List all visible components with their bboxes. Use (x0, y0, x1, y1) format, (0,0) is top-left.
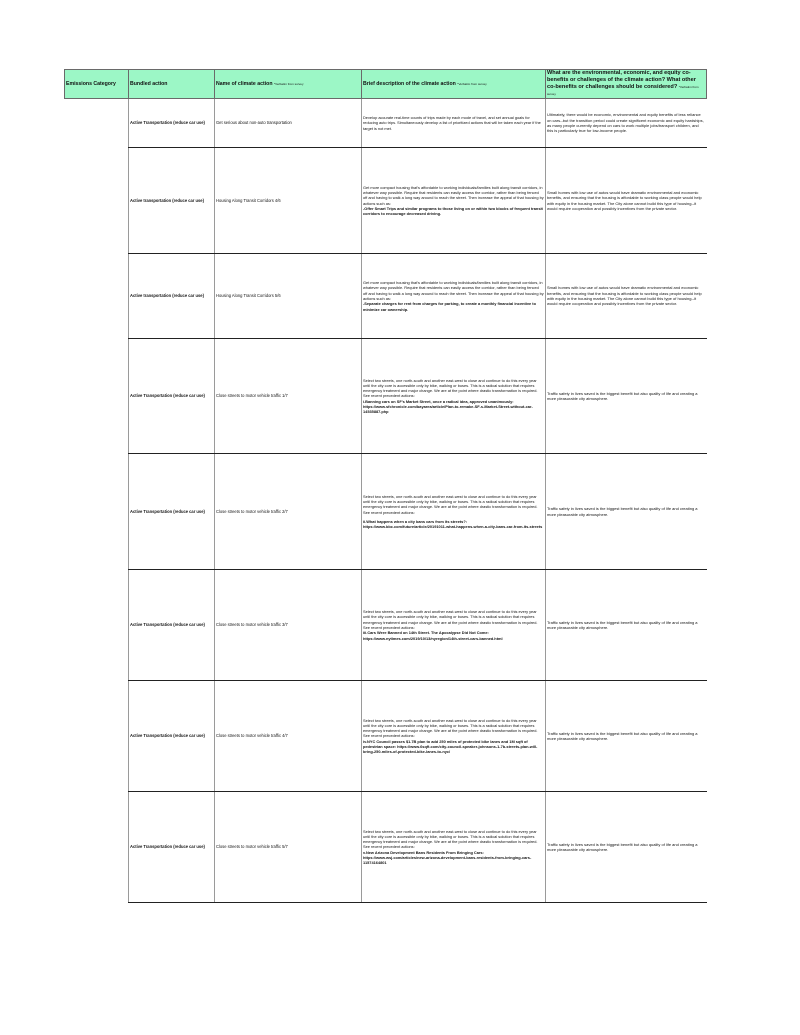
table-row (65, 148, 707, 254)
table-row (65, 792, 707, 903)
description-cell (362, 99, 546, 148)
description-bold-text: iii.Cars Were Banned on 14th Street. The Apocalypse Did Not Come: https://www.nytimes.com/2019/10/13/nyregion/14th-street-cars-banned.html (363, 630, 503, 641)
header-bundled-action: Bundled action (129, 70, 215, 99)
description-text: Select two streets, one north-south and another east-west to close and continue to do this every year until the city core is accessible only by bike, walking or buses. This is a radical solution that requires emergency treatment and major change. We are at the point where drastic transformation is required. See recent precedent actions: (363, 717, 538, 739)
description-text: Select two streets, one north-south and another east-west to close and continue to do this every year until the city core is accessible only by bike, walking or buses. This is a radical solution that requires emergency treatment and major change. We are at the point where drastic transformation is required. See recent precedent actions: (363, 828, 538, 850)
description-bold-text: -Separate charges for rent from charges for parking, to create a monthly financial incentive to minimize car ownership. (363, 301, 536, 312)
bundled-action-cell: Active Transportation (reduce car use) (129, 339, 215, 454)
header-cobenefits-note: *Verbatim from survey (547, 85, 699, 97)
emissions-category-cell (65, 254, 129, 339)
table-row (65, 570, 707, 681)
cobenefits-cell: Traffic safety in lives saved is the biggest benefit but also quality of life and creating a more pleasurable city atmosphere. (546, 339, 707, 454)
cobenefits-cell: Ultimately, there would be economic, environmental and equity benefits of less reliance on cars--but the transition period could create significent economic and equity hardships, as many people currently depend on cars to work multiple jobs/transport children, and this is particularly true for low-income people. (546, 99, 707, 148)
emissions-category-cell (65, 99, 129, 148)
description-cell (362, 148, 546, 254)
description-bold-text: i.Banning cars on SF's Market Street, once a radical idea, approved unanimously: https://www.sfchronicle.com/bayarea/article/Plan-to-remake-SF-s-Market-Street-without-car-14535887.php (363, 398, 533, 415)
emissions-category-cell (65, 792, 129, 903)
climate-actions-table (64, 69, 707, 903)
header-desc-note: *Verbatim from survey (457, 81, 487, 86)
action-name-cell: Close streets to motor vehicle traffic 3/7 (215, 570, 362, 681)
table-row (65, 99, 707, 148)
description-text: Select two streets, one north-south and another east-west to close and continue to do this every year until the city core is accessible only by bike, walking or buses. This is a radical solution that requires emergency treatment and major change. We are at the point where drastic transformation is required. See recent precedent actions: (363, 493, 538, 515)
description-cell (362, 570, 546, 681)
emissions-category-cell (65, 339, 129, 454)
table-row (65, 339, 707, 454)
action-name-cell: Housing Along Transit Corridors 4/6 (215, 148, 362, 254)
description-cell (362, 339, 546, 454)
description-cell (362, 254, 546, 339)
bundled-action-cell: Active Transportation (reduce car use) (129, 681, 215, 792)
header-desc-label: Brief description of the climate action (363, 80, 456, 87)
description-cell (362, 681, 546, 792)
header-name-of-action (215, 70, 362, 99)
header-cobenefits (546, 70, 707, 99)
description-bold-text: ii.What happens when a city bans cars from its streets?: https://www.bbc.com/future/article/20191011-what-happens-when-a-city-bans-car-from-its-streets (363, 518, 543, 530)
emissions-category-cell (65, 454, 129, 570)
action-name-cell: Get serious about non-auto transportation (215, 99, 362, 148)
header-description (362, 70, 546, 99)
header-name-note: *Verbatim from survey (273, 81, 304, 86)
action-name-cell: Housing Along Transit Corridors 5/6 (215, 254, 362, 339)
bundled-action-cell: Active Transportation (reduce car use) (129, 792, 215, 903)
action-name-cell: Close streets to motor vehicle traffic 5/7 (215, 792, 362, 903)
description-bold-text: -Offer Smart Trips and similar programs to those living on or within two blocks of frequent transit corridors to encourage decreased driving. (363, 205, 543, 217)
bundled-action-cell: Active Transportation (reduce car use) (129, 99, 215, 148)
cobenefits-cell: Traffic safety in lives saved is the biggest benefit but also quality of life and creating a more pleasurable city atmosphere. (546, 792, 707, 903)
description-text: Select two streets, one north-south and another east-west to close and continue to do this every year until the city core is accessible only by bike, walking or buses. This is a radical solution that requires emergency treatment and major change. We are at the point where drastic transformation is required. See recent precedent actions: (363, 377, 538, 399)
table-body (65, 99, 707, 903)
table-row (65, 454, 707, 570)
header-emissions-category: Emissions Category (65, 70, 129, 99)
cobenefits-cell: Small homes with low use of autos would have dramatic environmental and economic benefits, and ensuring that the housing is affordable to working class people would help with equity in the housing market. The City alone cannot build this type of housing--it would require cooperation and possibly incentives from the private sector. (546, 148, 707, 254)
description-text: Get more compact housing that's affordable to working individuals/families built along transit corridors, in whatever way possible. Require that residents can easily access the corridor, rather than being fenced off and having to walk a long way around to reach the street. Then increase the appeal of that housing by actions such as: (363, 280, 544, 301)
description-cell (362, 454, 546, 570)
emissions-category-cell (65, 681, 129, 792)
description-text: Develop accurate real-time counts of trips made by each mode of travel, and set annual goals for reducing auto trips. Simultaneously develop a list of prioritized actions that will be taken each year if the target is not met. (363, 115, 541, 131)
description-bold-text: v.New Arizona Development Bans Residents From Bringing Cars: https://www.wsj.com/articles/new-arizona-development-bans-residents-from-bringing-cars-11574164801 (363, 849, 532, 866)
action-name-cell: Close streets to motor vehicle traffic 4/7 (215, 681, 362, 792)
emissions-category-cell (65, 148, 129, 254)
table-row (65, 254, 707, 339)
action-name-cell: Close streets to motor vehicle traffic 2/7 (215, 454, 362, 570)
description-cell (362, 792, 546, 903)
cobenefits-cell: Traffic safety in lives saved is the biggest benefit but also quality of life and creating a more pleasurable city atmosphere. (546, 570, 707, 681)
bundled-action-cell: Active transportation (reduce car use) (129, 254, 215, 339)
header-name-label: Name of climate action (216, 80, 273, 87)
emissions-category-cell (65, 570, 129, 681)
description-text: Get more compact housing that's affordable to working individuals/families built along transit corridors, in whatever way possible. Require that residents can easily access the corridor, rather than being fenced off and having to walk a long way around to reach the street. Then increase the appeal of that housing by actions such as: (363, 184, 544, 206)
bundled-action-cell: Active transportation (reduce car use) (129, 148, 215, 254)
header-row (65, 70, 707, 99)
cobenefits-cell: Traffic safety in lives saved is the biggest benefit but also quality of life and creating a more pleasurable city atmosphere. (546, 454, 707, 570)
bundled-action-cell: Active Transportation (reduce car use) (129, 454, 215, 570)
cobenefits-cell: Traffic safety in lives saved is the biggest benefit but also quality of life and creating a more pleasurable city atmosphere. (546, 681, 707, 792)
bundled-action-cell: Active Transportation (reduce car use) (129, 570, 215, 681)
table-row (65, 681, 707, 792)
header-cobenefits-label: What are the environmental, economic, and equity co-benefits or challenges of the climate action? What other co-benefits or challenges should be considered? (547, 70, 696, 91)
description-text: Select two streets, one north-south and another east-west to close and continue to do this every year until the city core is accessible only by bike, walking or buses. This is a radical solution that requires emergency treatment and major change. We are at the point where drastic transformation is required. See recent precedent actions: (363, 609, 538, 630)
action-name-cell: Close streets to motor vehicle traffic 1/7 (215, 339, 362, 454)
cobenefits-cell: Small homes with low use of autos would have dramatic environmental and economic benefits, and ensuring that the housing is affordable to working class people would help with equity in the housing market. The City alone cannot build this type of housing--it would require cooperation and possibly incentives from the private sector. (546, 254, 707, 339)
description-bold-text: iv.NYC Council passes $1.7B plan to add 250 miles of protected bike lanes and 1M sqft of pedestrian space: https://www.6sqft.com/city-council-speaker-johnsons-1-7b-streets-plan-will-bring-250-miles-of-protected-bike-lanes-to-nyc/ (363, 738, 538, 755)
